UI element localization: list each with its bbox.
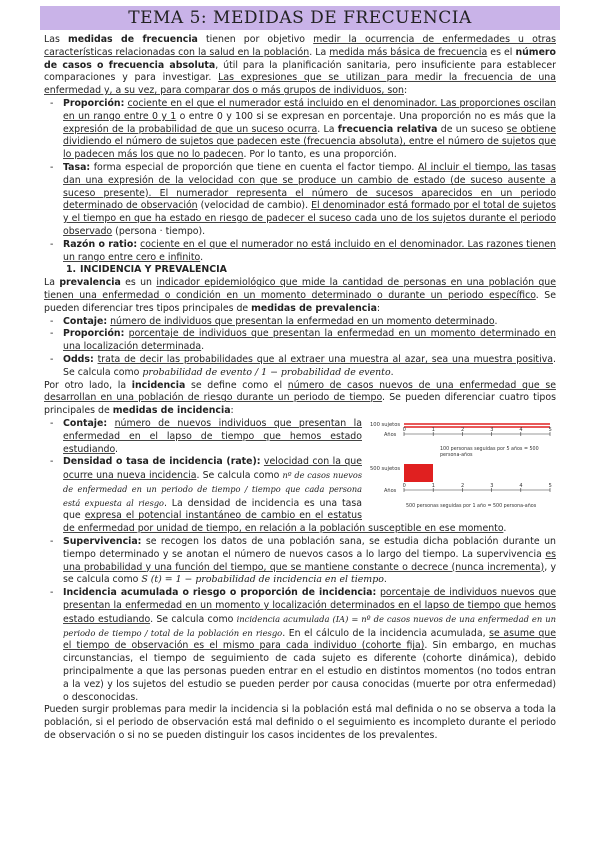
measures-list (44, 98, 556, 264)
title-banner (40, 6, 560, 30)
survival-formula: S (t) = 1 − probabilidad de incidencia en el tiempo (141, 574, 384, 586)
page-title: TEMA 5: MEDIDAS DE FRECUENCIA (128, 8, 472, 28)
prevalence-list (44, 316, 556, 380)
incidence-list (44, 418, 556, 536)
axis-tick-label: 4 (519, 482, 523, 489)
list-item-razon: - Razón o ratio: cociente en el que el numerador no está incluido en el denominador. Las razones tienen un rango entre cero e infinito. (63, 239, 556, 265)
axis-tick-label: 2 (461, 426, 465, 433)
list-item-proporcion-prev: - Proporción: porcentaje de individuos que presentan la enfermedad en un momento determinado en una localización determinada. (63, 328, 556, 354)
axis-tick-label: 5 (548, 426, 552, 433)
list-item-proporcion: - Proporción: cociente en el que el numerador está incluido en el denominador. Las proporciones oscilan en un rango entre 0 y 1 o entre 0 y 100 si se expresan en porcentaje. Una proporción no es más que la expresión de la probabilidad de que un suceso ocurra. La frecuencia relativa de un suceso se obtiene dividiendo el número de sujetos que padecen este (frecuencia absoluta), entre el número de sujetos que lo padecen más los que no lo padecen. Por lo tanto, es una proporción. (63, 98, 556, 162)
odds-formula: probabilidad de evento / 1 − probabilidad de evento (142, 366, 391, 378)
top-subjects-label: 100 sujetos (370, 421, 401, 428)
axis-tick-label: 1 (431, 482, 435, 489)
bottom-axis-label: Años (384, 487, 397, 494)
list-item-odds: - Odds: trata de decir las probabilidades que al extraer una muestra al azar, sea una muestra positiva. Se calcula como probabilidad de evento / 1 − probabilidad de evento. (63, 354, 556, 380)
axis-tick-label: 3 (490, 426, 494, 433)
axis-tick-label: 3 (490, 482, 494, 489)
incidence-list-continued (44, 536, 556, 704)
axis-tick-label: 4 (519, 426, 523, 433)
intro-paragraph: Las medidas de frecuencia tienen por objetivo medir la ocurrencia de enfermedades u otras características relacionadas con la salud en la población. La medida más básica de frecuencia es el número de casos o frecuencia absoluta, útil para la planificación sanitaria, pero insuficiente para establecer comparaciones y para investigar. Las expresiones que se utilizan para medir la frecuencia de una enfermedad y, a su vez, para comparar dos o más grupos de individuos, son: (44, 34, 556, 97)
list-item-contaje-inc: - Contaje: número de nuevos individuos que presentan la enfermedad en el lapso de tiempo que hemos estado estudiando. (63, 418, 556, 456)
prevalence-paragraph: La prevalencia es un indicador epidemiológico que mide la cantidad de personas en una población que tienen una enfermedad o condición en un momento determinado o durante un periodo específico. Se pueden diferenciar tres tipos principales de medidas de prevalencia: (44, 277, 557, 314)
axis-tick-label: 5 (548, 482, 552, 489)
closing-paragraph: Pueden surgir problemas para medir la incidencia si la población está mal definida o no se observa a toda la población, si el periodo de observación está mal definido o el seguimiento es incompleto durante el periodo de observación o si no se pueden distinguir los casos incidentes de los prevalentes. (44, 704, 556, 742)
bottom-caption: 500 personas seguidas por 1 año = 500 persona-años (406, 503, 537, 509)
list-item-acumulada: - Incidencia acumulada o riesgo o proporción de incidencia: porcentaje de individuos nuevos que presentan la enfermedad en un momento y localización determinados en el lapso de tiempo que hemos estado estudiando. Se calcula como incidencia acumulada (IA) = nº de casos nuevos de una enfermedad en un periodo de tiempo / total de la población en riesgo. En el cálculo de la incidencia acumulada, se asume que el tiempo de observación es el mismo para cada individuo (cohorte fija). Sin embargo, en muchas circunstancias, el tiempo de seguimiento de cada sujeto es diferente (cohorte dinámica), debido principalmente a que las personas pueden entrar en el estudio en distintos momentos (no todos entran a la vez) y los sujetos del estudio se pueden perder por causa conocidas (muerte por otra enfermedad) o desconocidas. (63, 587, 556, 704)
axis-tick-label: 2 (461, 482, 465, 489)
top-caption-line2: persona-años (440, 452, 473, 458)
top-axis-label: Años (384, 431, 397, 438)
top-caption-line1: 100 personas seguidas por 5 años = 500 (440, 446, 539, 452)
density-formula: nº de casos nuevos de enfermedad en un periodo de tiempo / tiempo que cada persona está expuesta al riesgo (63, 470, 363, 508)
axis-tick-label: 0 (402, 426, 406, 433)
incidence-section (44, 418, 556, 536)
cumulative-formula: incidencia acumulada (IA) = nº de casos nuevos de una enfermedad en un periodo de tiempo / total de la población en riesgo (63, 613, 556, 638)
axis-tick-label: 0 (402, 482, 406, 489)
list-item-contaje: - Contaje: número de individuos que presentan la enfermedad en un momento determinado. (63, 316, 556, 329)
axis-tick-label: 1 (431, 426, 435, 433)
list-item-tasa: - Tasa: forma especial de proporción que tiene en cuenta el factor tiempo. Al incluir el tiempo, las tasas dan una expresión de la velocidad con que se produce un cambio de estado (de suceso ausente a suceso presente). El numerador representa el número de sucesos aparecidos en un periodo determinado de observación (velocidad de cambio). El denominador está formado por el total de sujetos y el tiempo en que ha estado en riesgo de padecer el suceso cada uno de los sujetos durante el periodo observado (persona · tiempo). (63, 162, 556, 239)
bottom-subjects-label: 500 sujetos (370, 465, 401, 472)
incidence-paragraph: Por otro lado, la incidencia se define como el número de casos nuevos de una enfermedad que se desarrollan en una población de riesgo durante un periodo de tiempo. Se pueden diferenciar cuatro tipos principales de medidas de incidencia: (44, 379, 556, 417)
list-item-densidad: - Densidad o tasa de incidencia (rate): velocidad con la que ocurre una nueva incidencia. Se calcula como nº de casos nuevos de enfermedad en un periodo de tiempo / tiempo que cada persona está expuesta al riesgo. La densidad de incidencia es una tasa que expresa el potencial instantáneo de cambio en el estatus de enfermedad por unidad de tiempo, en relación a la población susceptible en ese momento. (63, 456, 556, 536)
section-heading: 1. INCIDENCIA Y PREVALENCIA (66, 264, 227, 276)
list-item-supervivencia: - Supervivencia: se recogen los datos de una población sana, se estudia dicha población durante un tiempo determinado y se anotan el número de nuevos casos a lo largo del tiempo. La supervivencia es una probabilidad y una función del tiempo, que se mantiene constante o decrece (nunca incrementa), y se calcula como S (t) = 1 − probabilidad de incidencia en el tiempo. (63, 536, 556, 587)
